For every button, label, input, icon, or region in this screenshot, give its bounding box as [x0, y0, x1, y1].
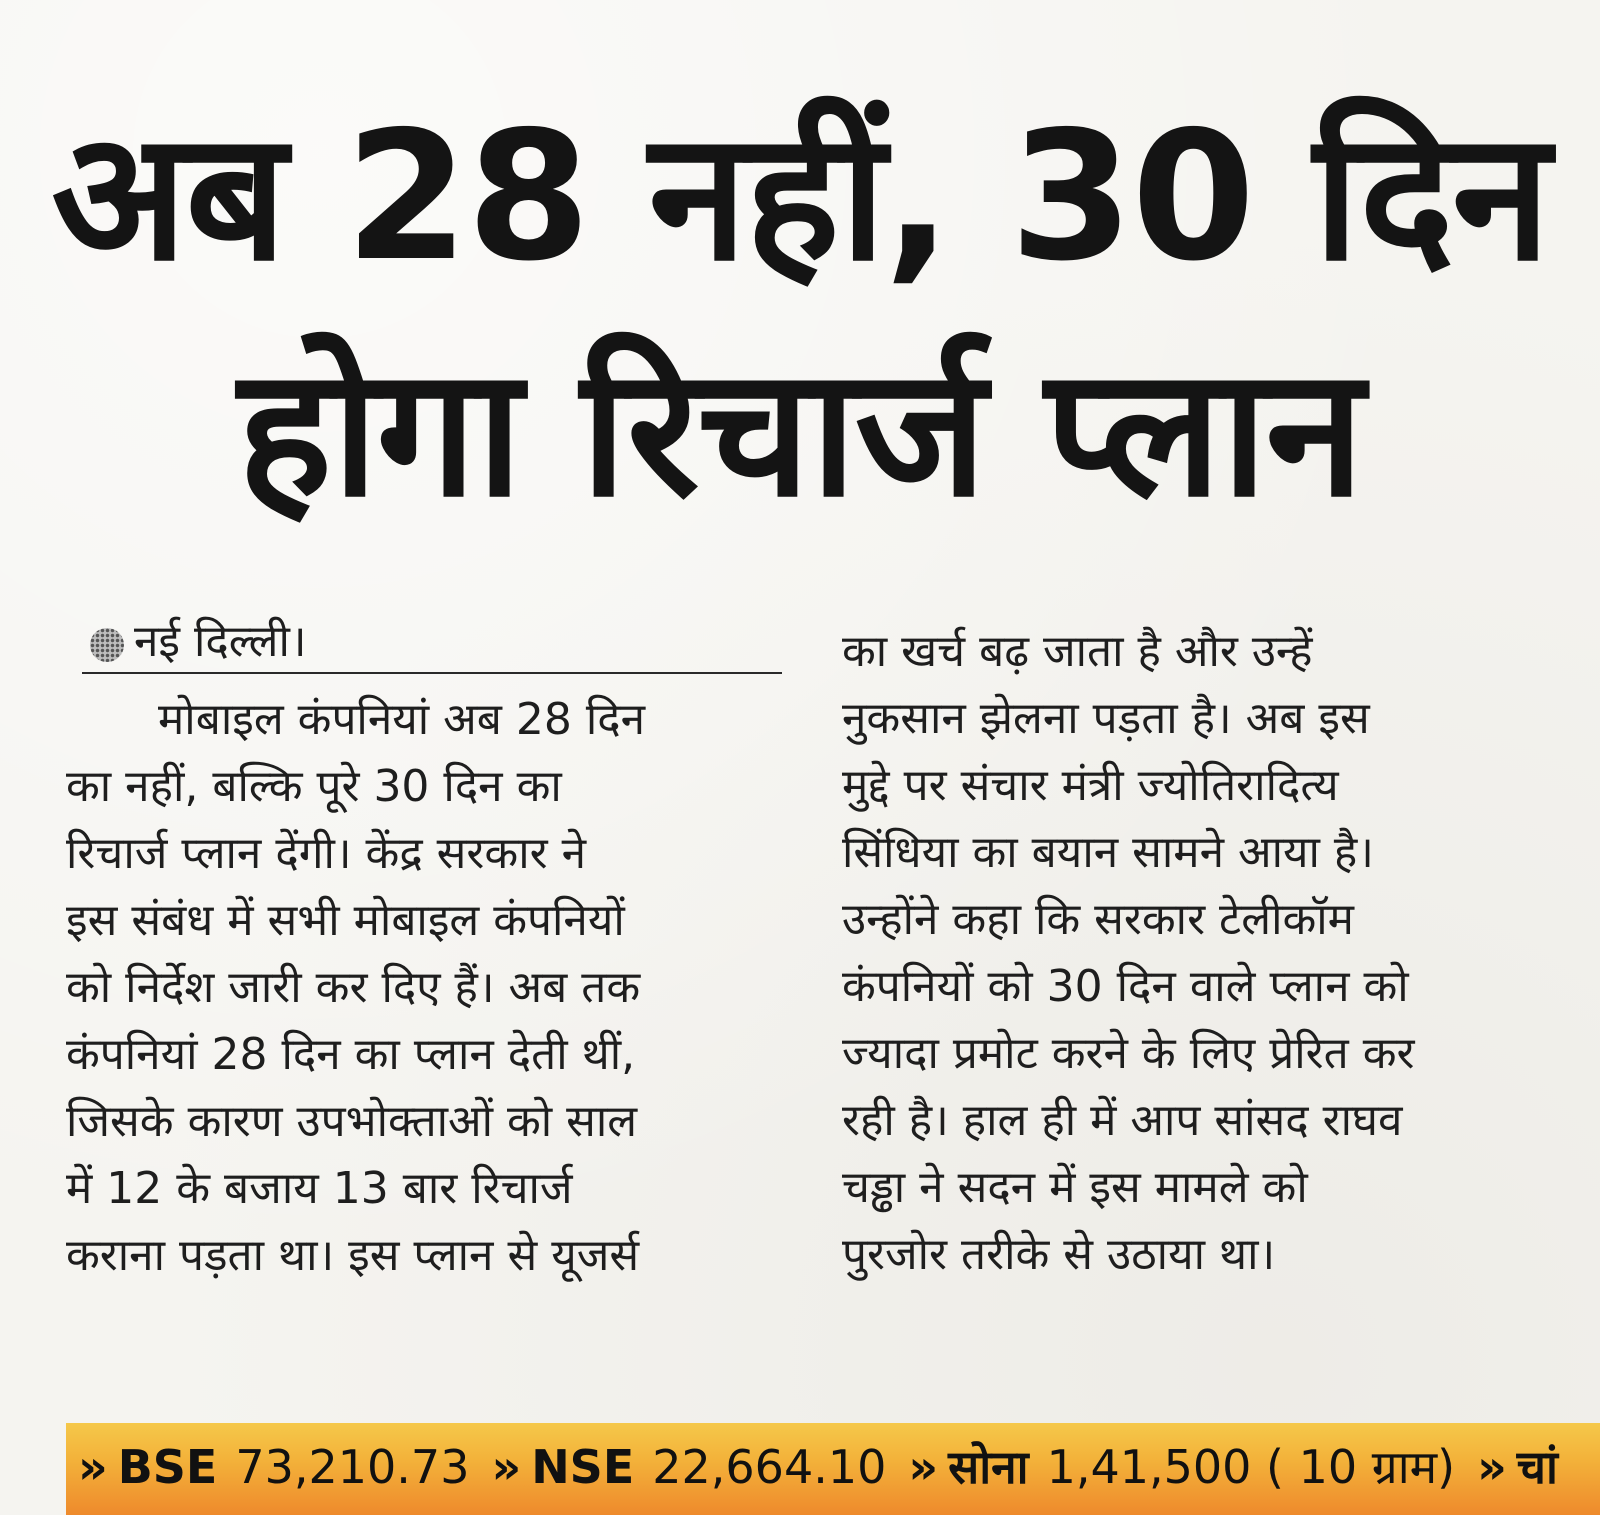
column2-line: नुकसान झेलना पड़ता है। अब इस	[842, 693, 1370, 744]
column2-line: पुरजोर तरीके से उठाया था।	[842, 1229, 1276, 1280]
column2-line: का खर्च बढ़ जाता है और उन्हें	[842, 626, 1313, 677]
column2-line: उन्होंने कहा कि सरकार टेलीकॉम	[842, 894, 1354, 945]
ticker-value-bse: 73,210.73	[235, 1440, 470, 1494]
column2-line: रही है। हाल ही में आप सांसद राघव	[842, 1095, 1403, 1146]
column1-line: में 12 के बजाय 13 बार रिचार्ज	[66, 1163, 573, 1214]
column1-line: को निर्देश जारी कर दिए हैं। अब तक	[66, 962, 641, 1013]
column1-line: कंपनियां 28 दिन का प्लान देती थीं,	[66, 1029, 636, 1080]
column2-line: चड्ढा ने सदन में इस मामले को	[842, 1162, 1308, 1213]
column1-line: का नहीं, बल्कि पूरे 30 दिन का	[66, 761, 562, 812]
ticker-arrow-icon: »	[1477, 1440, 1507, 1494]
ticker-content	[78, 1437, 1576, 1497]
ticker-value-gold: 1,41,500 ( 10 ग्राम)	[1046, 1440, 1456, 1494]
headline-line-1: अब 28 नहीं, 30 दिन	[51, 93, 1549, 300]
column1-line: कराना पड़ता था। इस प्लान से यूजर्स	[66, 1230, 640, 1281]
ticker-arrow-icon: »	[491, 1440, 522, 1494]
article-column-2	[842, 618, 1542, 1288]
ticker-arrow-icon: »	[908, 1440, 939, 1494]
ticker-label-silver: चां	[1516, 1440, 1558, 1494]
dateline	[82, 612, 782, 674]
column2-line: मुद्दे पर संचार मंत्री ज्योतिरादित्य	[842, 760, 1339, 811]
column1-line: मोबाइल कंपनियां अब 28 दिन	[158, 694, 646, 745]
headline-line-2: होगा रिचार्ज प्लान	[237, 329, 1363, 536]
market-ticker-strip	[66, 1423, 1600, 1515]
column1-line: जिसके कारण उपभोक्ताओं को साल	[66, 1096, 638, 1147]
column2-line: कंपनियों को 30 दिन वाले प्लान को	[842, 961, 1409, 1012]
dateline-text: नई दिल्ली।	[134, 616, 307, 667]
ticker-arrow-icon: »	[78, 1440, 108, 1494]
column1-line: इस संबंध में सभी मोबाइल कंपनियों	[66, 895, 625, 946]
ticker-label-gold: सोना	[948, 1440, 1029, 1494]
article-column-1	[66, 686, 786, 1289]
column2-line: ज्यादा प्रमोट करने के लिए प्रेरित कर	[842, 1028, 1415, 1079]
bullet-dot-icon	[90, 628, 124, 662]
ticker-value-nse: 22,664.10	[652, 1440, 887, 1494]
column1-line: रिचार्ज प्लान देंगी। केंद्र सरकार ने	[66, 828, 587, 879]
column2-line: सिंधिया का बयान सामने आया है।	[842, 827, 1374, 878]
ticker-label-nse: NSE	[531, 1440, 635, 1494]
ticker-label-bse: BSE	[117, 1440, 218, 1494]
